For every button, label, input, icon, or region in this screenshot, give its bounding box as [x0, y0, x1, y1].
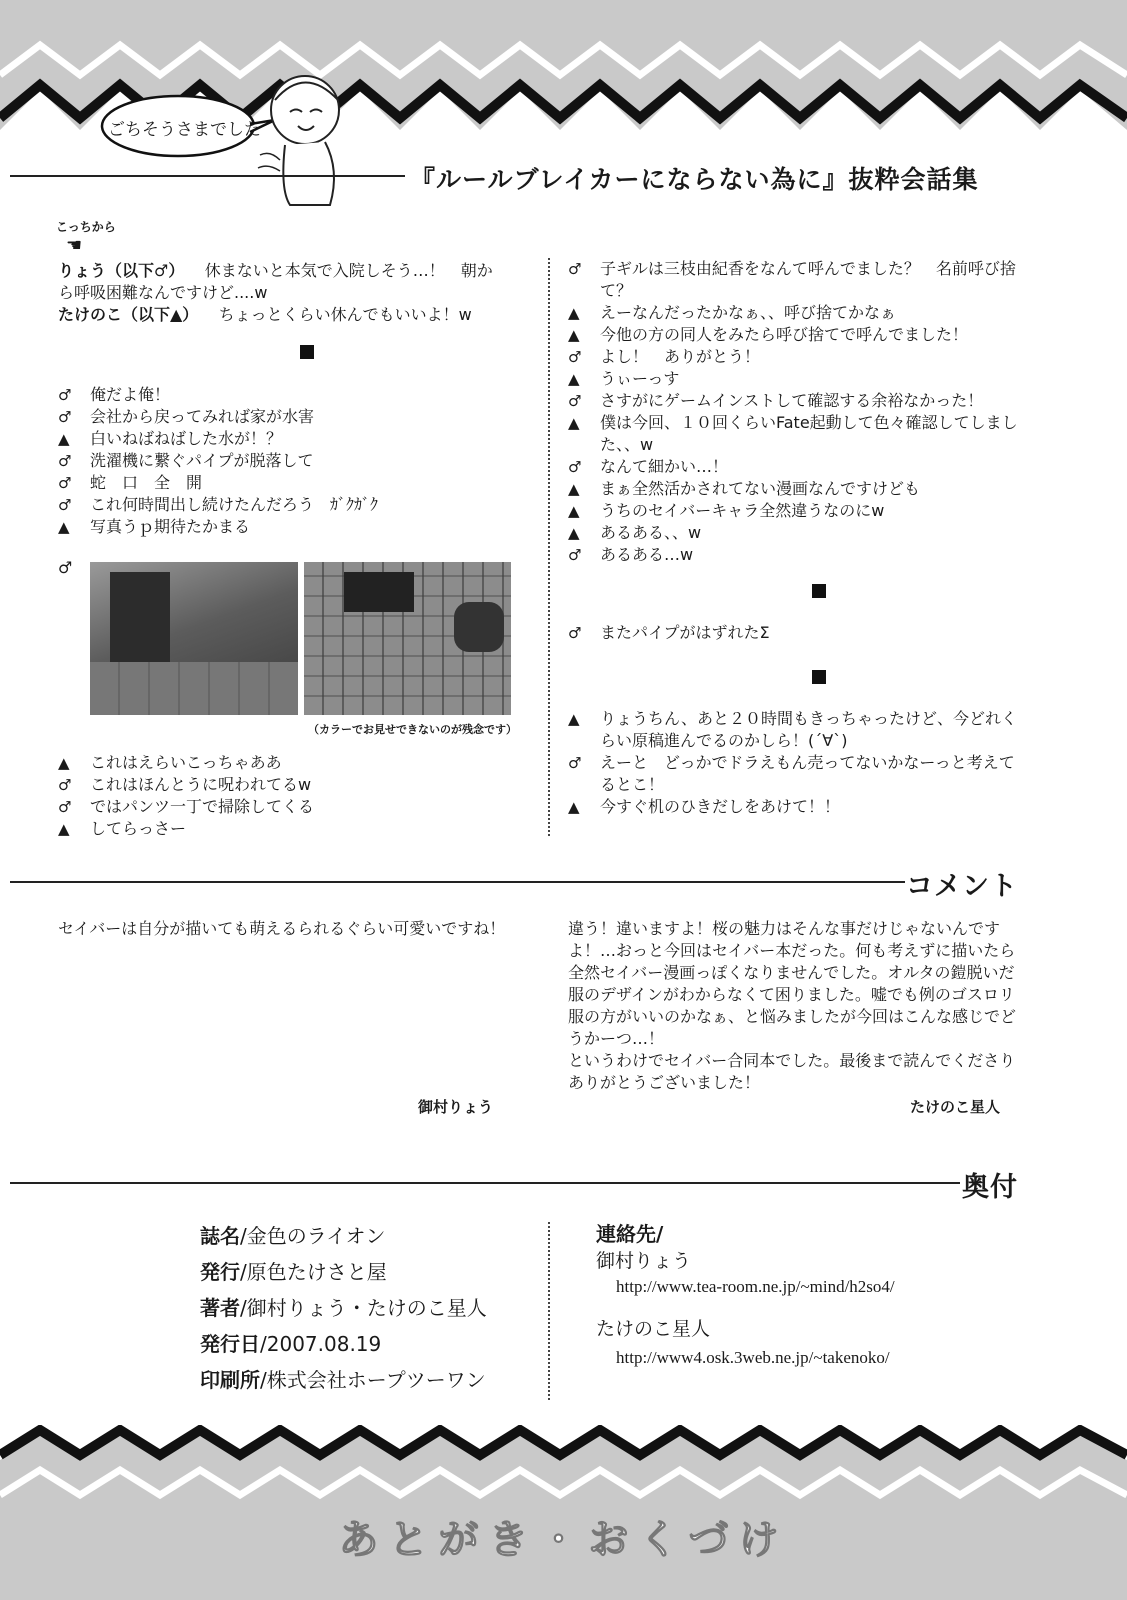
conversation-text: まぁ全然活かされてない漫画なんですけども	[600, 479, 921, 498]
triangle-icon: ▲	[568, 524, 580, 542]
male-sign-icon: ♂	[58, 386, 72, 404]
publisher-key: 発行	[200, 1260, 240, 1284]
title-value: /金色のライオン	[240, 1224, 386, 1248]
conversation-line	[568, 390, 1020, 412]
conversation-text: 今他の方の同人をみたら呼び捨てで呼んでました！	[600, 325, 969, 344]
male-sign-icon: ♂	[568, 348, 582, 366]
conversation-line	[58, 494, 528, 516]
left-conversation-1	[58, 384, 528, 538]
conversation-line	[568, 500, 1020, 522]
ryo-line-2: ら呼吸困難なんですけど....w	[58, 283, 268, 302]
flooded-floor-photo-1	[90, 562, 298, 715]
triangle-icon: ▲	[58, 430, 70, 448]
conversation-text: えーなんだったかなぁ、、呼び捨てかなぁ	[600, 303, 897, 322]
printer-value: /株式会社ホープツーワン	[260, 1368, 486, 1392]
right-conversation-2	[568, 622, 1020, 644]
triangle-icon: ▲	[568, 502, 580, 520]
triangle-icon: ▲	[568, 326, 580, 344]
colophon-title: 奥付	[962, 1172, 1018, 1203]
section-title: 『ルールブレイカーにならない為に』抜粋会話集	[410, 165, 979, 194]
conversation-line	[58, 406, 528, 428]
triangle-icon: ▲	[58, 518, 70, 536]
divider-square	[812, 670, 826, 684]
take-label: たけのこ（以下▲）	[58, 305, 199, 324]
photo-caption: （カラーでお見せできないのが残念です）	[308, 723, 517, 736]
male-sign-icon: ♂	[58, 408, 72, 426]
conversation-text: これ何時間出し続けたんだろう ｶﾞｸｶﾞｸ	[90, 495, 379, 514]
colophon-divider	[548, 1222, 550, 1400]
male-sign-icon: ♂	[568, 458, 582, 476]
triangle-icon: ▲	[568, 710, 580, 728]
conversation-text: 僕は今回、１０回くらいFate起動して色々確認してしました、、w	[600, 413, 1018, 454]
conversation-text: 子ギルは三枝由紀香をなんて呼んでました？ 名前呼び捨て？	[600, 259, 1016, 300]
conversation-line	[568, 456, 1020, 478]
comment-rule	[10, 881, 905, 883]
author-key: 著者	[200, 1296, 240, 1320]
conversation-line	[58, 384, 528, 406]
footer-title: あとがき・おくづけ	[338, 1517, 789, 1563]
conversation-line	[568, 708, 1020, 752]
triangle-icon: ▲	[58, 820, 70, 838]
speech-bubble-text: ごちそうさまでした	[108, 120, 261, 140]
conversation-text: 写真うｐ期待たかまる	[90, 517, 251, 536]
contact-url-2[interactable]: http://www4.osk.3web.ne.jp/~takenoko/	[616, 1348, 890, 1367]
comment-left-author: 御村りょう	[418, 1098, 494, 1116]
male-sign-icon: ♂	[568, 754, 582, 772]
conversation-text: えーと どっかでドラえもん売ってないかなーっと考えてるとこ！	[600, 753, 1015, 794]
conversation-line	[568, 522, 1020, 544]
conversation-line	[568, 324, 1020, 346]
conversation-line	[58, 774, 528, 796]
conversation-line	[58, 796, 528, 818]
photo-marker: ♂	[58, 558, 73, 577]
triangle-icon: ▲	[568, 798, 580, 816]
date-key: 発行日	[200, 1332, 260, 1356]
conversation-line	[568, 796, 1020, 818]
divider-square	[300, 345, 314, 359]
flooded-floor-photo-2	[304, 562, 511, 715]
triangle-icon: ▲	[568, 480, 580, 498]
colophon-rule	[10, 1182, 960, 1184]
conversation-line	[568, 622, 1020, 644]
conversation-line	[568, 478, 1020, 500]
ryo-line-1: 休まないと本気で入院しそう…！ 朝か	[204, 261, 493, 280]
date-value: /2007.08.19	[260, 1332, 382, 1356]
conversation-line	[58, 752, 528, 774]
male-sign-icon: ♂	[568, 624, 582, 642]
triangle-icon: ▲	[568, 414, 580, 432]
intro-block	[58, 260, 528, 326]
conversation-text: うぃーっす	[600, 369, 680, 388]
conversation-line	[58, 428, 528, 450]
author-value: /御村りょう・たけのこ星人	[240, 1296, 487, 1320]
conversation-line	[58, 450, 528, 472]
conversation-text: してらっさー	[90, 819, 187, 838]
male-sign-icon: ♂	[58, 474, 72, 492]
left-conversation-2	[58, 752, 528, 840]
triangle-icon: ▲	[568, 370, 580, 388]
ryo-label: りょう（以下♂）	[58, 261, 185, 280]
conversation-line	[568, 346, 1020, 368]
contact-name-2: たけのこ星人	[596, 1318, 711, 1340]
male-sign-icon: ♂	[58, 776, 72, 794]
comment-right-author: たけのこ星人	[910, 1098, 1001, 1116]
conversation-text: うちのセイバーキャラ全然違うなのにw	[600, 501, 885, 520]
contact-url-1[interactable]: http://www.tea-room.ne.jp/~mind/h2so4/	[616, 1277, 895, 1296]
publisher-value: /原色たけさと屋	[240, 1260, 387, 1284]
title-key: 誌名	[200, 1224, 240, 1248]
triangle-icon: ▲	[568, 304, 580, 322]
conversation-text: またパイプがはずれたΣ	[600, 623, 770, 642]
conversation-line	[568, 368, 1020, 390]
conversation-line	[568, 544, 1020, 566]
male-sign-icon: ♂	[568, 260, 582, 278]
contact-label: 連絡先/	[596, 1222, 664, 1246]
take-line: ちょっとくらい休んでもいいよ！w	[218, 305, 472, 324]
comment-left-text: セイバーは自分が描いても萌えるられるぐらい可愛いですね！	[58, 919, 506, 938]
conversation-text: これはほんとうに呪われてるw	[90, 775, 312, 794]
male-sign-icon: ♂	[58, 798, 72, 816]
conversation-text: 会社から戻ってみれば家が水害	[90, 407, 315, 426]
male-sign-icon: ♂	[568, 392, 582, 410]
male-sign-icon: ♂	[58, 452, 72, 470]
conversation-text: なんて細かい…！	[600, 457, 729, 476]
conversation-line	[568, 752, 1020, 796]
conversation-text: りょうちん、あと２０時間もきっちゃったけど、今どれくらい原稿進んでるのかしら！(´∀`)	[600, 709, 1017, 750]
conversation-text: あるある…w	[600, 545, 694, 564]
contact-name-1: 御村りょう	[596, 1250, 692, 1272]
contact-block	[596, 1220, 1026, 1374]
male-sign-icon: ♂	[568, 546, 582, 564]
conversation-line	[58, 818, 528, 840]
conversation-text: さすがにゲームインストして確認する余裕なかった！	[600, 391, 984, 410]
right-conversation-1	[568, 258, 1020, 566]
triangle-icon: ▲	[58, 754, 70, 772]
divider-square	[812, 584, 826, 598]
arrow-note-text: こっちから	[56, 220, 116, 234]
conversation-text: 今すぐ机のひきだしをあけて！！	[600, 797, 841, 816]
conversation-text: あるある、、w	[600, 523, 702, 542]
comment-title: コメント	[906, 871, 1018, 902]
conversation-line	[58, 516, 528, 538]
conversation-text: これはえらいこっちゃああ	[90, 753, 282, 772]
male-sign-icon: ♂	[58, 496, 72, 514]
pointing-hand-icon: ☚	[66, 235, 83, 256]
conversation-text: 俺だよ俺！	[90, 385, 171, 404]
printer-key: 印刷所	[200, 1368, 260, 1392]
section-title-rule	[10, 175, 405, 177]
conversation-text: 蛇 口 全 開	[90, 473, 203, 492]
conversation-text: よし！ ありがとう！	[600, 347, 761, 366]
comment-right-text: 違う！違いますよ！桜の魅力はそんな事だけじゃないんですよ！…おっと今回はセイバー本だった。何も考えずに描いたら全然セイバー漫画っぽくなりませんでした。オルタの鎧脱いだ服のデザインがわからなくて困りました。嘘でも例のゴスロリ服の方がいいのかなぁ、と悩みましたが今回はこんな感じでどうかーつ…！ というわけでセイバー合同本でした。最後まで読んでくださりありがとうございました！	[568, 919, 1017, 1092]
arrow-note	[56, 218, 116, 256]
right-conversation-3	[568, 708, 1020, 818]
conversation-text: 洗濯機に繋ぐパイプが脱落して	[90, 451, 314, 470]
conversation-text: 白いねばねばした水が！？	[90, 429, 283, 448]
conversation-line	[568, 412, 1020, 456]
column-divider	[548, 258, 550, 836]
conversation-text: ではパンツ一丁で掃除してくる	[90, 797, 315, 816]
conversation-line	[568, 302, 1020, 324]
conversation-line	[568, 258, 1020, 302]
conversation-line	[58, 472, 528, 494]
colophon-details	[200, 1218, 487, 1398]
